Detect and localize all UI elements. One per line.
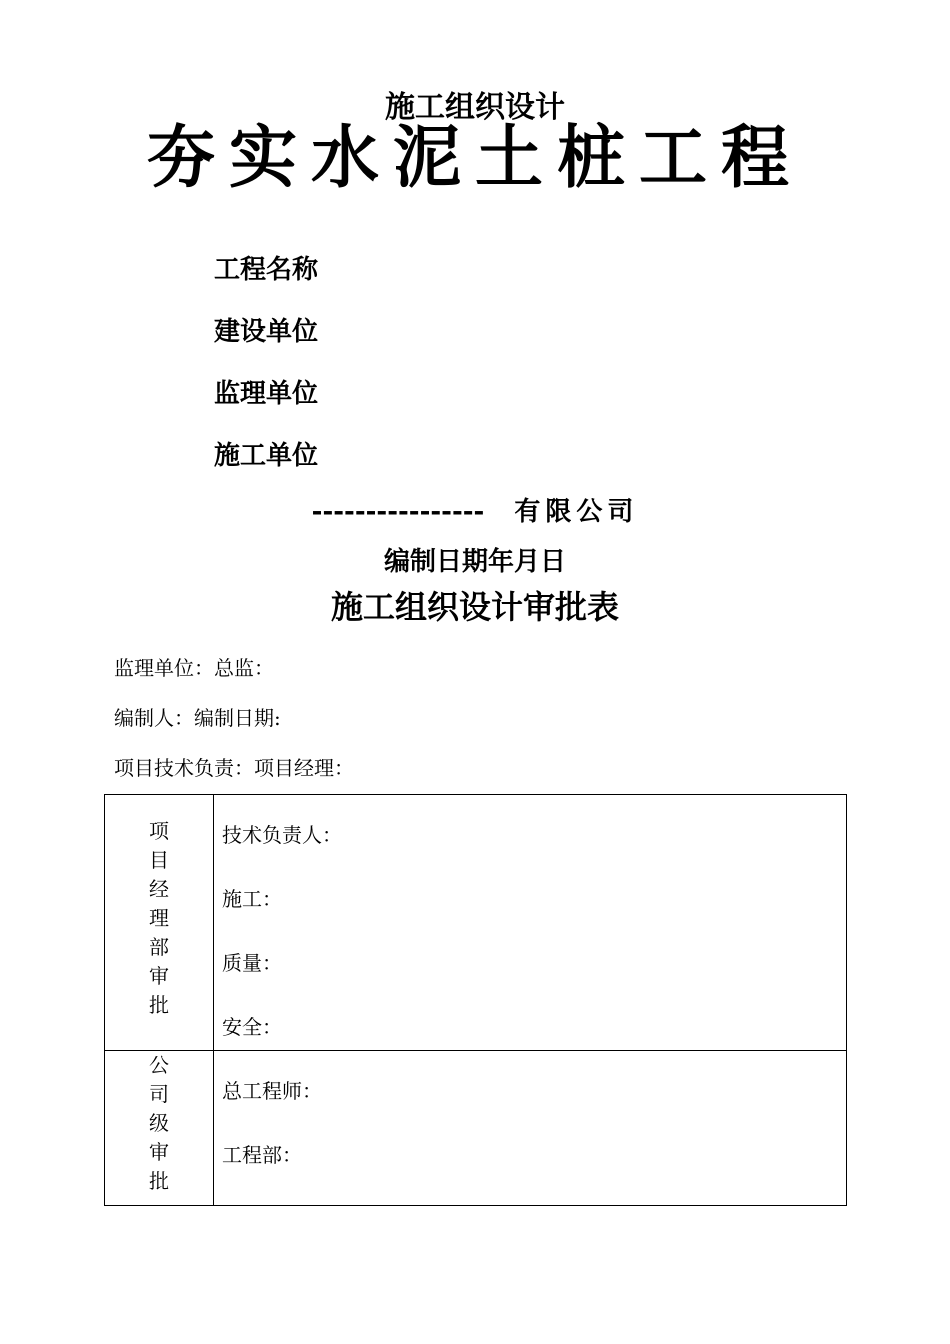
company-dashes: ---------------- [311,497,485,527]
entry-tech-lead: 技术负责人： [222,823,342,847]
cover-subtitle: 施工组织设计 [385,90,565,125]
row-entries-cell [214,1051,847,1206]
info-supervision-line: 监理单位：总监： [114,656,274,680]
company-line [0,495,950,529]
table-row [105,795,847,1051]
table-row [105,1051,847,1206]
row-label-cell [105,795,214,1051]
field-builder-unit: 施工单位 [214,441,319,471]
approval-table [104,794,847,1206]
entry-chief-engineer: 总工程师： [222,1079,322,1103]
company-name: 有限公司 [514,497,639,527]
info-compiler-line: 编制人：编制日期: [114,706,281,730]
field-supervision-unit: 监理单位 [214,379,319,409]
row-entries-cell [214,795,847,1051]
cover-main-title: 夯实水泥土桩工程 [146,118,803,198]
row-label-company: 公司级审批 [149,1053,169,1193]
field-construction-unit: 建设单位 [214,317,319,347]
compile-date: 编制日期年月日 [383,547,566,577]
entry-safety: 安全： [222,1015,282,1039]
entry-engineering-dept: 工程部： [222,1143,302,1167]
row-label-cell [105,1051,214,1206]
field-project-name: 工程名称 [214,255,319,285]
info-tech-lead-line: 项目技术负责：项目经理： [114,756,354,780]
row-label-project-dept: 项目经理部审批 [149,819,169,1017]
entry-construction: 施工： [222,887,282,911]
approval-title: 施工组织设计审批表 [330,588,619,626]
entry-quality: 质量： [222,951,282,975]
